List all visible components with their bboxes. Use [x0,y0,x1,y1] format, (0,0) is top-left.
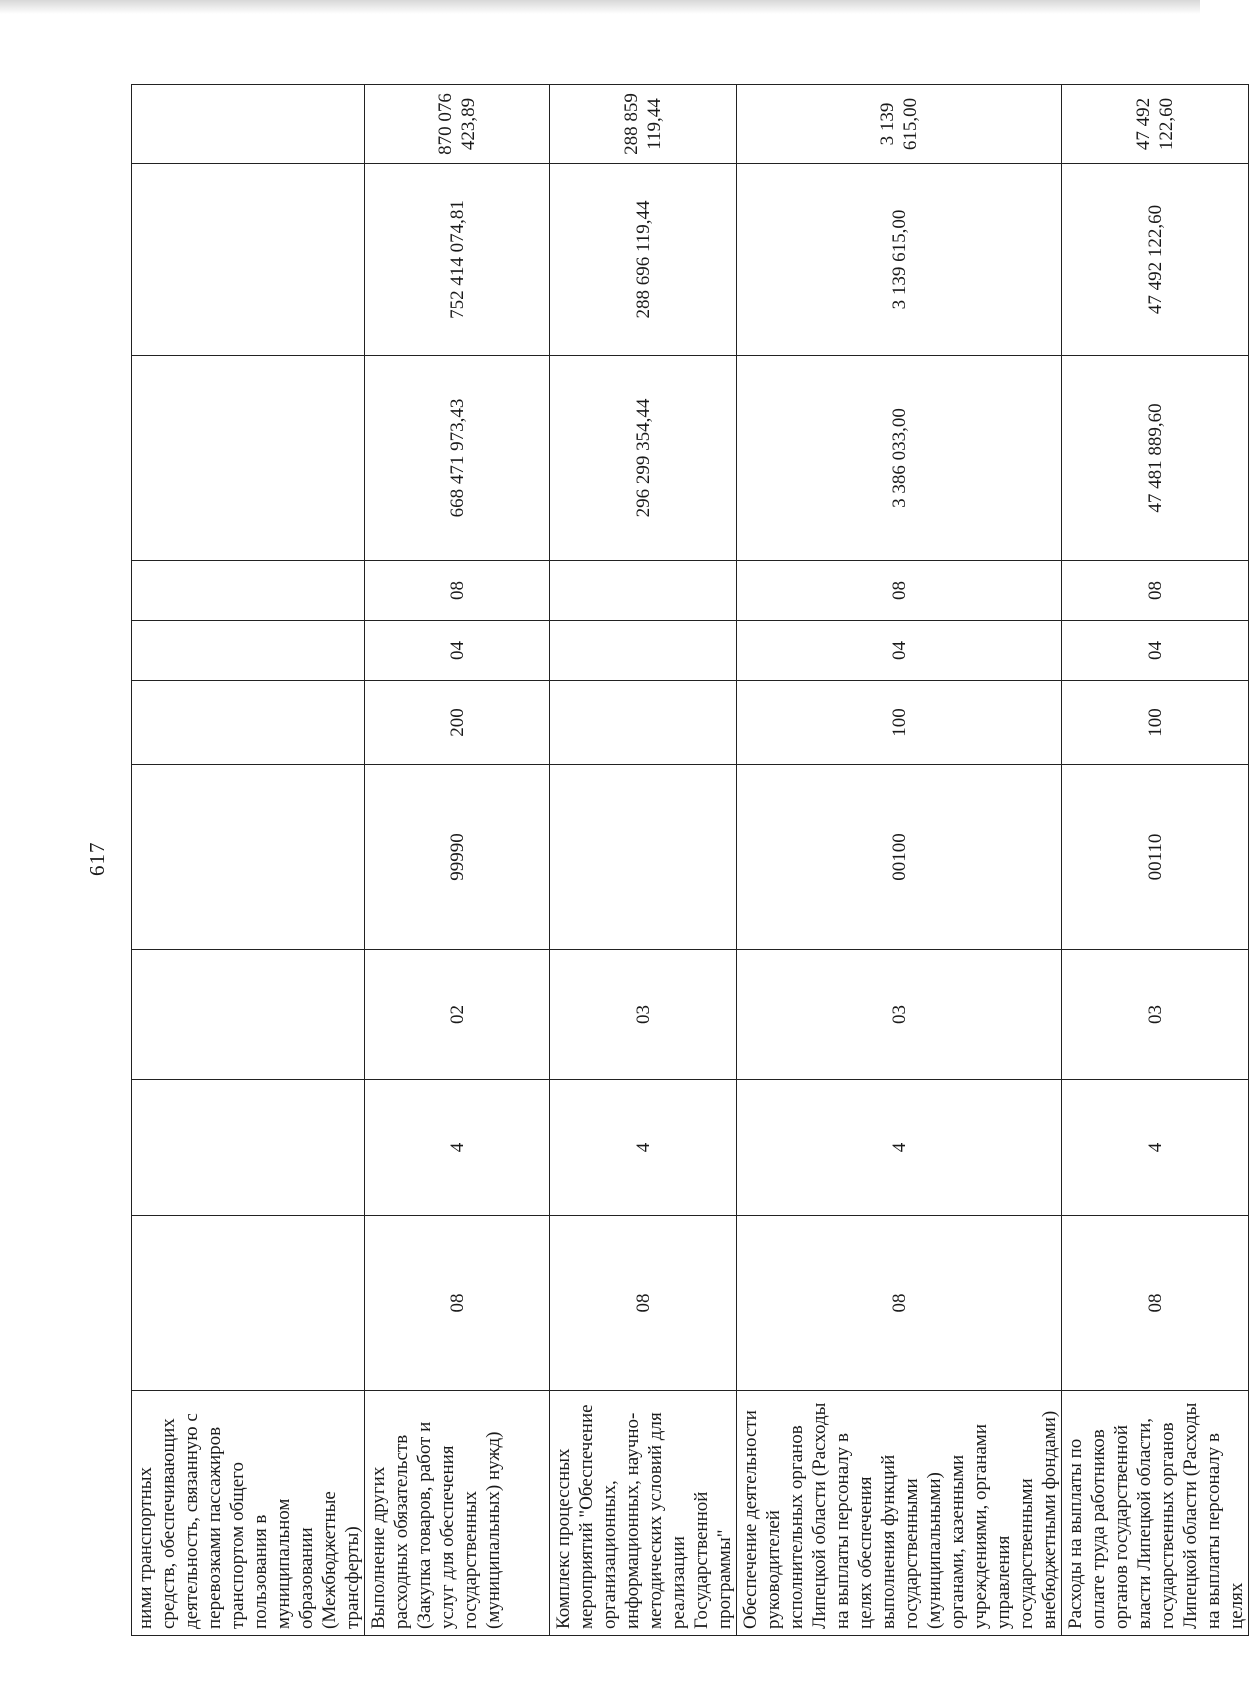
year2-amount: 47 492 122,60 [1062,164,1249,356]
subsection-code: 03 [1062,950,1249,1080]
table-row [1062,85,1249,1636]
year1-amount: 296 299 354,44 [550,356,737,561]
sub-code-1: 04 [365,621,550,681]
section-code: 4 [550,1080,737,1216]
target-article-code [132,765,365,950]
year1-amount [132,356,365,561]
year2-amount: 752 414 074,81 [365,164,550,356]
table-row [737,85,1062,1636]
table-body [132,85,1249,1636]
row-description: Выполнение других расходных обязательств (Закупка товаров, работ и услуг для обеспечения государственных (муниципальных) нужд) [365,1391,550,1636]
row-description: ними транспортных средств, обеспечивающих деятельность, связанную с перевозками пассажиров транспортом общего пользования в муниципальном образовании (Межбюджетные трансферты) [132,1391,365,1636]
table-row [550,85,737,1636]
table-row [365,85,550,1636]
year2-amount: 3 139 615,00 [737,164,1062,356]
target-article-code: 99990 [365,765,550,950]
grbs-code [132,1216,365,1391]
expense-type-code: 200 [365,681,550,765]
budget-table [131,84,1249,1636]
sub-code-1 [550,621,737,681]
year3-amount: 870 076 423,89 [365,85,550,164]
grbs-code: 08 [1062,1216,1249,1391]
sub-code-2 [132,561,365,621]
target-article-code [550,765,737,950]
year3-amount [132,85,365,164]
year2-amount: 288 696 119,44 [550,164,737,356]
scan-edge [0,0,1200,14]
grbs-code: 08 [550,1216,737,1391]
year1-amount: 47 481 889,60 [1062,356,1249,561]
year1-amount: 3 386 033,00 [737,356,1062,561]
grbs-code: 08 [365,1216,550,1391]
sub-code-1: 04 [1062,621,1249,681]
row-description: Расходы на выплаты по оплате труда работников органов государственной власти Липецкой области, государственных органов Липецкой области (Расходы на выплаты персоналу в целях [1062,1391,1249,1636]
grbs-code: 08 [737,1216,1062,1391]
expense-type-code [132,681,365,765]
sub-code-1: 04 [737,621,1062,681]
expense-type-code: 100 [737,681,1062,765]
budget-table-container [131,85,1247,1636]
section-code [132,1080,365,1216]
target-article-code: 00100 [737,765,1062,950]
section-code: 4 [365,1080,550,1216]
year1-amount: 668 471 973,43 [365,356,550,561]
subsection-code: 03 [550,950,737,1080]
page-number: 617 [85,841,109,876]
sub-code-1 [132,621,365,681]
row-description: Комплекс процессных мероприятий "Обеспечение организационных, информационных, научно-методических условий для реализации Государственной программы" [550,1391,737,1636]
expense-type-code [550,681,737,765]
subsection-code [132,950,365,1080]
year3-amount: 47 492 122,60 [1062,85,1249,164]
sub-code-2 [550,561,737,621]
year3-amount: 288 859 119,44 [550,85,737,164]
sub-code-2: 08 [1062,561,1249,621]
target-article-code: 00110 [1062,765,1249,950]
year2-amount [132,164,365,356]
sub-code-2: 08 [365,561,550,621]
expense-type-code: 100 [1062,681,1249,765]
section-code: 4 [737,1080,1062,1216]
sub-code-2: 08 [737,561,1062,621]
subsection-code: 03 [737,950,1062,1080]
table-row [132,85,365,1636]
year3-amount: 3 139 615,00 [737,85,1062,164]
section-code: 4 [1062,1080,1249,1216]
subsection-code: 02 [365,950,550,1080]
row-description: Обеспечение деятельности руководителей исполнительных органов Липецкой области (Расходы на выплаты персоналу в целях обеспечения выполнения функций государственными (муниципальными) органами, казенными учреждениями, органами управления государственными внебюджетными фондами) [737,1391,1062,1636]
